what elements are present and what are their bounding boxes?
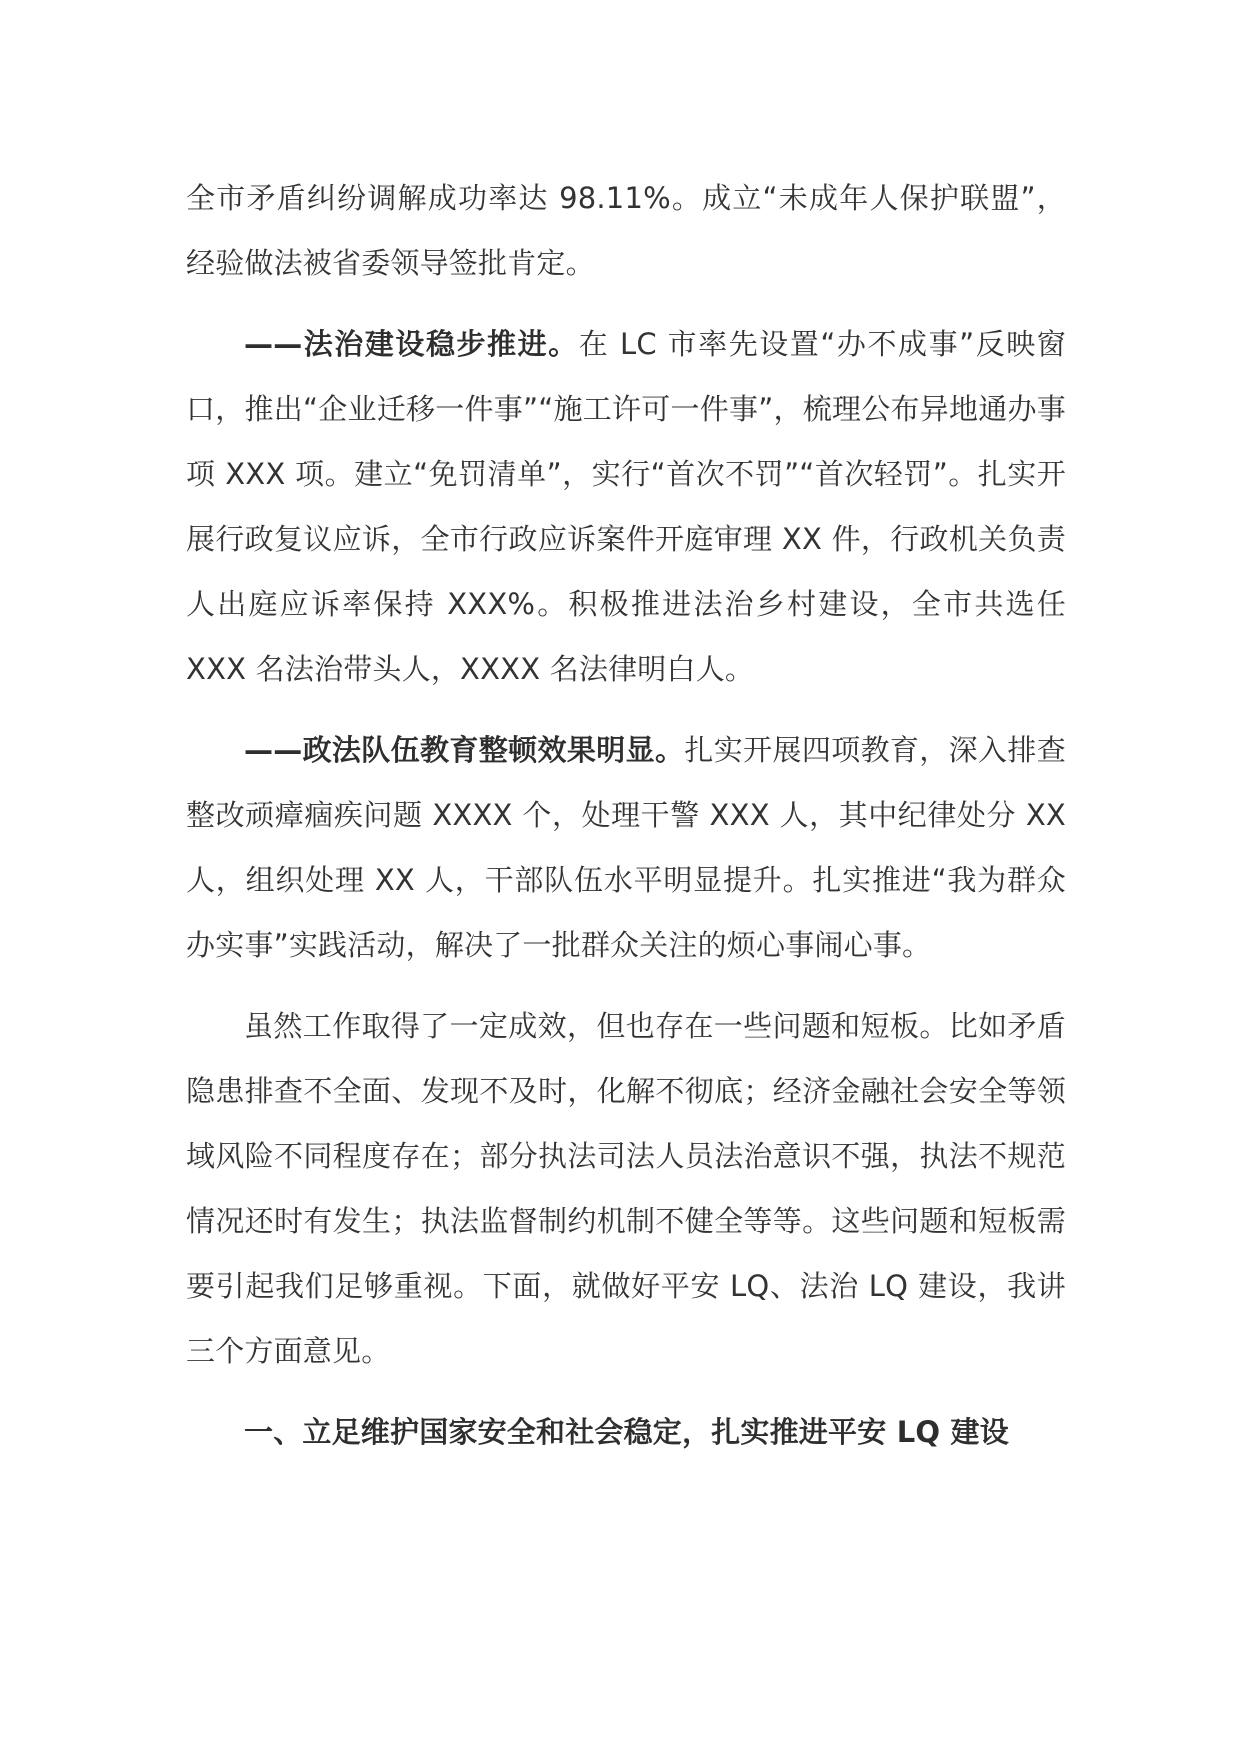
paragraph-text: 全市矛盾纠纷调解成功率达 98.11%。成立“未成年人保护联盟”，经验做法被省委领导签批肯定。: [186, 181, 1066, 280]
paragraph-team-rectification: [186, 718, 1066, 978]
paragraph-rule-of-law: [186, 312, 1066, 702]
paragraph-lead: ——法治建设稳步推进。: [244, 327, 579, 361]
paragraph-text: 在 LC 市率先设置“办不成事”反映窗口，推出“企业迁移一件事”“施工许可一件事”，梳理公布异地通办事项 XXX 项。建立“免罚清单”，实行“首次不罚”“首次轻罚”。扎实开展行政复议应诉，全市行政应诉案件开庭审理 XX 件，行政机关负责人出庭应诉率保持 XXX%。积极推进法治乡村建设，全市共选任 XXX 名法治带头人，XXXX 名法律明白人。: [186, 327, 1066, 686]
document-body: [186, 166, 1066, 1465]
paragraph-text: 虽然工作取得了一定成效，但也存在一些问题和短板。比如矛盾隐患排查不全面、发现不及时，化解不彻底；经济金融社会安全等领域风险不同程度存在；部分执法司法人员法治意识不强，执法不规范情况还时有发生；执法监督制约机制不健全等等。这些问题和短板需要引起我们足够重视。下面，就做好平安 LQ、法治 LQ 建设，我讲三个方面意见。: [186, 1009, 1066, 1368]
paragraph-mediation-continued: [186, 166, 1066, 296]
paragraph-problems: [186, 994, 1066, 1384]
paragraph-text: 扎实开展四项教育，深入排查整改顽瘴痼疾问题 XXXX 个，处理干警 XXX 人，其中纪律处分 XX 人，组织处理 XX 人，干部队伍水平明显提升。扎实推进“我为群众办实事”实践活动，解决了一批群众关注的烦心事闹心事。: [186, 733, 1066, 962]
section-heading: 一、立足维护国家安全和社会稳定，扎实推进平安 LQ 建设: [244, 1415, 1009, 1449]
paragraph-lead: ——政法队伍教育整顿效果明显。: [244, 733, 685, 767]
